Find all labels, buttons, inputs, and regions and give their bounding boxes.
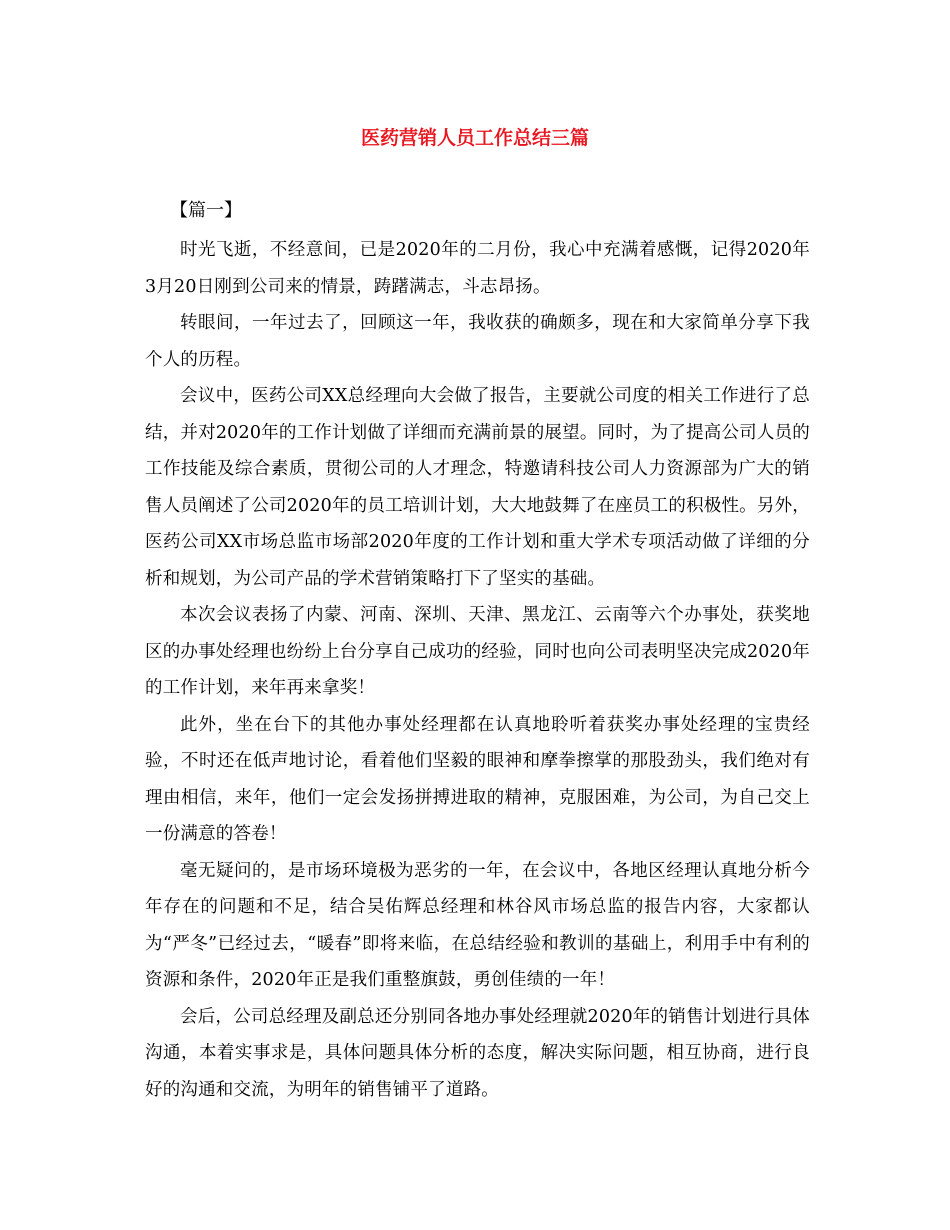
paragraph: 会后，公司总经理及副总还分别同各地办事处经理就2020年的销售计划进行具体沟通，本着实事求是，具体问题具体分析的态度，解决实际问题，相互协商，进行良好的沟通和交流，为明年的销售铺平了道路。 xyxy=(145,1006,810,1100)
paragraph: 毫无疑问的，是市场环境极为恶劣的一年，在会议中，各地区经理认真地分析今年存在的问题和不足，结合吴佑辉总经理和林谷风市场总监的报告内容，大家都认为“严冬”已经过去，“暖春”即将来临，在总结经验和教训的基础上，利用手中有利的资源和条件，2020年正是我们重整旗鼓，勇创佳绩的一年！ xyxy=(145,860,810,990)
section-label: 【篇一】 xyxy=(170,200,242,221)
document-body xyxy=(145,232,810,1108)
paragraph: 时光飞逝，不经意间，已是2020年的二月份，我心中充满着感慨，记得2020年3月20日刚到公司来的情景，踌躇满志，斗志昂扬。 xyxy=(145,240,810,297)
paragraph: 此外，坐在台下的其他办事处经理都在认真地聆听着获奖办事处经理的宝贵经验，不时还在低声地讨论，看着他们坚毅的眼神和摩拳擦掌的那股劲头，我们绝对有理由相信，来年，他们一定会发扬拼搏进取的精神，克服困难，为公司，为自己交上一份满意的答卷！ xyxy=(145,714,810,844)
paragraph: 转眼间，一年过去了，回顾这一年，我收获的确颇多，现在和大家简单分享下我个人的历程。 xyxy=(145,313,810,370)
paragraph: 本次会议表扬了内蒙、河南、深圳、天津、黑龙江、云南等六个办事处，获奖地区的办事处经理也纷纷上台分享自己成功的经验，同时也向公司表明坚决完成2020年的工作计划，来年再来拿奖！ xyxy=(145,605,810,698)
document-title: 医药营销人员工作总结三篇 xyxy=(360,127,589,149)
paragraph: 会议中，医药公司XX总经理向大会做了报告，主要就公司度的相关工作进行了总结，并对2020年的工作计划做了详细而充满前景的展望。同时，为了提高公司人员的工作技能及综合素质，贯彻公司的人才理念，特邀请科技公司人力资源部为广大的销售人员阐述了公司2020年的员工培训计划，大大地鼓舞了在座员工的积极性。另外，医药公司XX市场总监市场部2020年度的工作计划和重大学术专项活动做了详细的分析和规划，为公司产品的学术营销策略打下了坚实的基础。 xyxy=(145,386,810,589)
